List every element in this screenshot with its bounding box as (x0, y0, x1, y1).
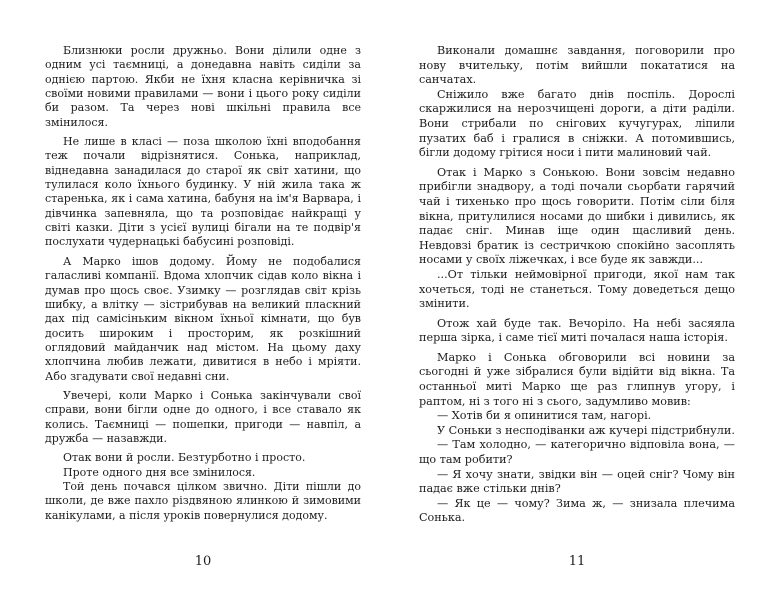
left-page-text (45, 44, 361, 523)
paragraph: Отак і Марко з Сонькою. Вони зовсім недавно прибігли знадвору, а тоді почали сьорбати гарячий чай і тихенько про щось говорити. Потім сіли біля вікна, притулилися носами до шибки і дивились, як падає сніг. Минав іще один щасливий день. Невдовзі братик із сестричкою спокійно засоплять носами у своїх ліжечках, і все буде як завжди... (419, 165, 735, 267)
paragraph: Близнюки росли дружньо. Вони ділили одне з одним усі таємниці, а донедавна навіть сиділи за однією партою. Якби не їхня класна керівничка зі своїми новими правилами — вони і цього року сиділи би разом. Та через нові шкільні правила все змінилося. (45, 44, 361, 129)
paragraph: Проте одного дня все змінилося. (63, 465, 256, 479)
paragraph: Отак вони й росли. Безтурботно і просто. (63, 451, 306, 465)
paragraph: Увечері, коли Марко і Сонька закінчували свої справи, вони бігли одне до одного, і все ставало як колись. Таємниці — пошепки, пригоди — навпіл, а дружба — назавжди. (45, 388, 361, 445)
paragraph: — Як це — чому? Зима ж, — знизала плечима Сонька. (419, 496, 735, 525)
right-page-number: 11 (568, 554, 586, 569)
right-page-text (419, 44, 735, 526)
paragraph: А Марко ішов додому. Йому не подобалися галасливі компанії. Вдома хлопчик сідав коло вікна і думав про щось своє. Узимку — розглядав світ крізь шибку, а влітку — зістрибував на великий пласкний дах під самісіньким вікном їхньої кімнати, що був досить широким і просторим, як розкішний оглядовий майданчик над містом. На цьому даху хлопчина любив лежати, дивитися в небо і мріяти. Або згадувати свої недавні сни. (45, 254, 361, 383)
paragraph: — Я хочу знати, звідки він — оцей сніг? Чому він падає вже стільки днів? (419, 467, 735, 496)
paragraph: Сніжило вже багато днів поспіль. Дорослі скаржилися на нерозчищені дороги, а діти раділи. Вони стрибали по снігових кучугурах, ліпили пузатих баб і гралися в сніжки. А потомившись, бігли додому грітися носи і пити малиновий чай. (419, 87, 735, 160)
paragraph: — Там холодно, — категорично відповіла вона, — що там робити? (419, 438, 735, 467)
paragraph: У Соньки з несподіванки аж кучері підстрибнули. (437, 423, 735, 437)
paragraph: Не лише в класі — поза школою їхні вподобання теж почали відрізнятися. Сонька, наприклад, віднедавна занадилася до старої як світ хатини, що тулилася коло їхнього будинку. У ній жила така ж старенька, як і сама хатина, бабуня на ім'я Варвара, і дівчинка запевняла, що та розповідає найкращі у світі казки. Діти з усієї вулиці бігали на те подвір'я послухати чудернацькі бабусині розповіді. (45, 135, 361, 249)
paragraph: Той день почався цілком звично. Діти пішли до школи, де вже пахло різдвяною ялинкою й зимовими канікулами, а після уроків повернулися додому. (45, 479, 361, 522)
paragraph: Виконали домашнє завдання, поговорили про нову вчительку, потім вийшли покататися на санчатах. (419, 44, 735, 87)
paragraph: ...От тільки неймовірної пригоди, якої нам так хочеться, тоді не станеться. Тому доведеться дещо змінити. (419, 267, 735, 311)
paragraph: Отож хай буде так. Вечоріло. На небі засяяла перша зірка, і саме тієї миті почалася наша історія. (419, 316, 735, 345)
left-page-number: 10 (194, 554, 212, 569)
paragraph: Марко і Сонька обговорили всі новини за сьогодні й уже зібралися були відійти від вікна. Та останньої миті Марко ще раз глипнув угору, і раптом, ні з того ні з сього, задумливо мовив: (419, 350, 735, 408)
paragraph: — Хотів би я опинитися там, нагорі. (437, 409, 652, 423)
